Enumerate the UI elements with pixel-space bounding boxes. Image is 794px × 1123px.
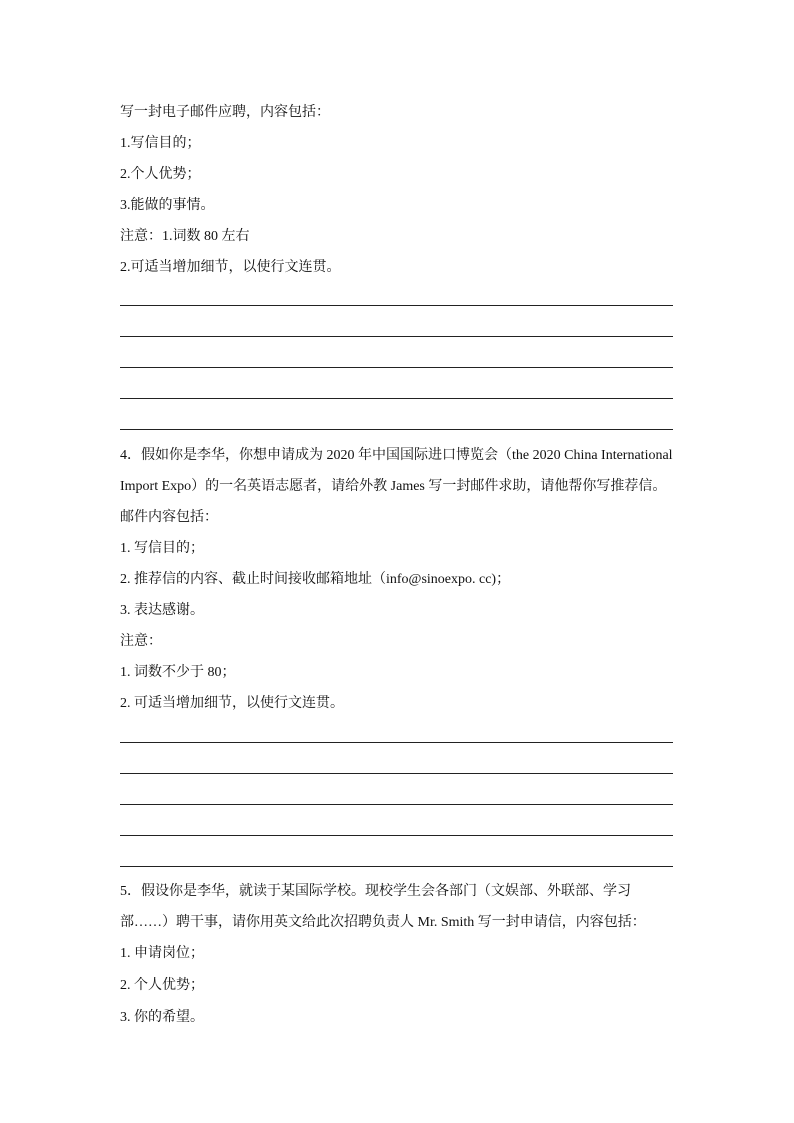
section5-item-2: 2. 个人优势；: [120, 978, 204, 993]
answer-line: [120, 367, 673, 368]
answer-line: [120, 305, 673, 306]
section3-item-2: 2.个人优势；: [120, 167, 201, 182]
section5-prompt: 5．假设你是李华，就读于某国际学校。现校学生会各部门（文娱部、外联部、学习部……）聘干事，请你用英文给此次招聘负责人 Mr. Smith 写一封申请信，内容包括：: [120, 884, 646, 930]
answer-line: [120, 773, 673, 774]
answer-line: [120, 429, 673, 430]
section4-item-2: 2. 推荐信的内容、截止时间接收邮箱地址（info@sinoexpo. cc)；: [120, 572, 511, 587]
section3-intro: 写一封电子邮件应聘，内容包括：: [120, 105, 330, 120]
section5-item-3: 3. 你的希望。: [120, 1010, 204, 1025]
section4-prompt: 4．假如你是李华，你想申请成为 2020 年中国国际进口博览会（the 2020 China International Import Expo）的一名英语志愿者，请给外教 James 写一封邮件求助，请他帮你写推荐信。邮件内容包括：: [120, 448, 673, 525]
answer-line: [120, 742, 673, 743]
answer-line: [120, 866, 673, 867]
answer-line: [120, 804, 673, 805]
section4-note-2: 2. 可适当增加细节，以使行文连贯。: [120, 696, 344, 711]
answer-line: [120, 398, 673, 399]
section3-note: 注意：1.词数 80 左右: [120, 229, 250, 244]
answer-line: [120, 835, 673, 836]
section4-note-label: 注意：: [120, 634, 162, 649]
section4-item-1: 1. 写信目的；: [120, 541, 204, 556]
section4-item-3: 3. 表达感谢。: [120, 603, 204, 618]
section4-note-1: 1. 词数不少于 80；: [120, 665, 236, 680]
section3-item-3: 3.能做的事情。: [120, 198, 215, 213]
answer-line: [120, 336, 673, 337]
section3-item-1: 1.写信目的；: [120, 136, 201, 151]
section5-item-1: 1. 申请岗位；: [120, 946, 204, 961]
section3-note-2: 2.可适当增加细节，以使行文连贯。: [120, 260, 341, 275]
